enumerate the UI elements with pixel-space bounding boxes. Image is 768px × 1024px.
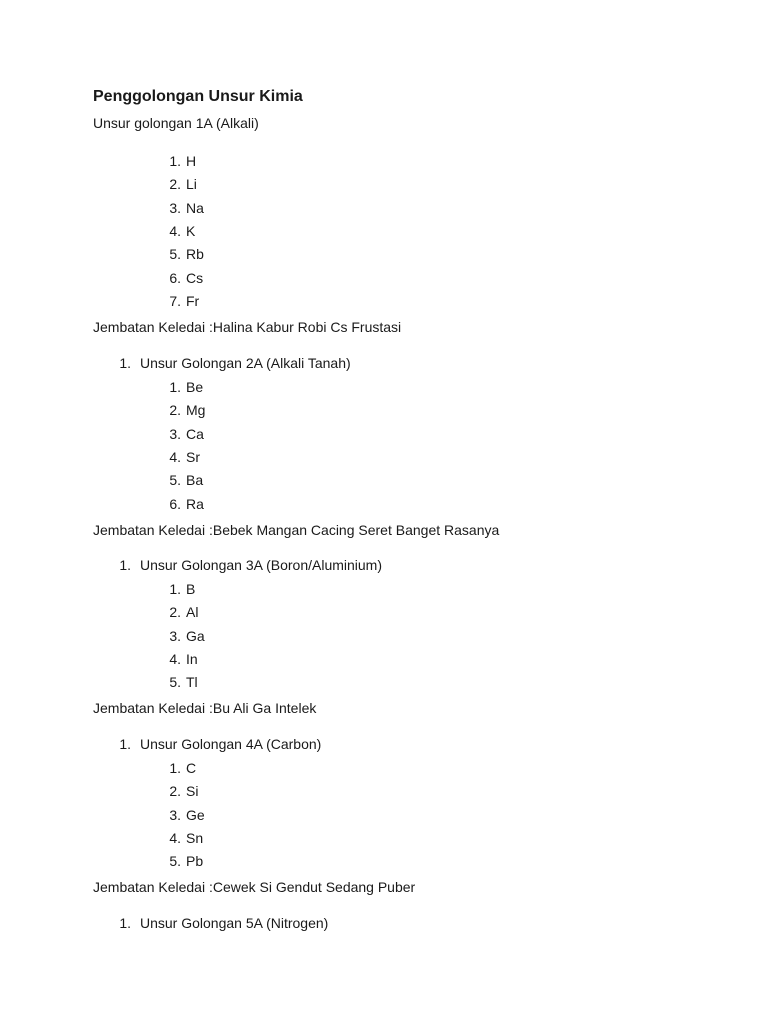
list-item: Ca [186,425,204,442]
list-item-number: 3. [169,806,181,823]
section-heading: Unsur Golongan 4A (Carbon) [140,736,322,752]
list-item-number: 2. [169,604,181,621]
list-item: Si [186,783,199,800]
list-item: Ge [186,806,205,823]
mnemonic-text: Jembatan Keledai :Halina Kabur Robi Cs Frustasi [93,318,402,335]
list-item-number: 4. [169,222,181,239]
list-item-number: 4. [169,829,181,846]
section-heading-number: 1. [119,915,131,931]
list-item-number: 6. [169,269,181,286]
mnemonic-text: Jembatan Keledai :Cewek Si Gendut Sedang Puber [93,879,416,896]
list-item-number: 5. [169,472,181,489]
list-item: Na [186,199,204,216]
list-item: Cs [186,269,204,286]
mnemonic-text: Jembatan Keledai :Bu Ali Ga Intelek [93,700,317,717]
list-item-number: 7. [169,292,181,309]
list-item: Li [186,176,197,193]
list-item-number: 3. [169,199,181,216]
list-item-number: 3. [169,425,181,442]
list-item: Al [186,604,199,621]
list-item: Ga [186,627,205,644]
list-item-number: 5. [169,853,181,870]
section-heading-number: 1. [119,736,131,752]
list-item: K [186,222,196,239]
list-item: In [186,650,198,667]
list-item-number: 2. [169,783,181,800]
list-item-number: 1. [169,379,181,395]
list-item: Tl [186,674,198,691]
page-title: Penggolongan Unsur Kimia [93,88,303,105]
list-item-number: 1. [169,760,181,776]
list-item-number: 2. [169,402,181,419]
list-item: Be [186,379,204,395]
list-item-number: 6. [169,495,181,512]
mnemonic-text: Jembatan Keledai :Bebek Mangan Cacing Seret Banget Rasanya [93,521,500,538]
list-item: Rb [186,246,204,263]
list-item-number: 3. [169,627,181,644]
section-heading-number: 1. [119,557,131,573]
list-item: Pb [186,853,204,870]
list-item: Ba [186,472,204,489]
list-item: Fr [186,292,200,309]
section-heading: Unsur Golongan 2A (Alkali Tanah) [140,355,351,371]
list-item: Sr [186,448,200,465]
list-item-number: 1. [169,153,181,169]
section-heading-number: 1. [119,355,131,371]
list-item: C [186,760,197,776]
section-heading: Unsur Golongan 5A (Nitrogen) [140,915,329,931]
list-item-number: 5. [169,246,181,263]
list-item-number: 2. [169,176,181,193]
list-item-number: 4. [169,650,181,667]
list-item-number: 4. [169,448,181,465]
list-item: Sn [186,829,204,846]
list-item: H [186,153,197,169]
section-heading: Unsur golongan 1A (Alkali) [93,115,259,131]
list-item: Mg [186,402,206,419]
section-heading: Unsur Golongan 3A (Boron/Aluminium) [140,557,383,573]
list-item-number: 1. [169,581,181,597]
list-item: Ra [186,495,204,512]
list-item-number: 5. [169,674,181,691]
list-item: B [186,581,196,597]
